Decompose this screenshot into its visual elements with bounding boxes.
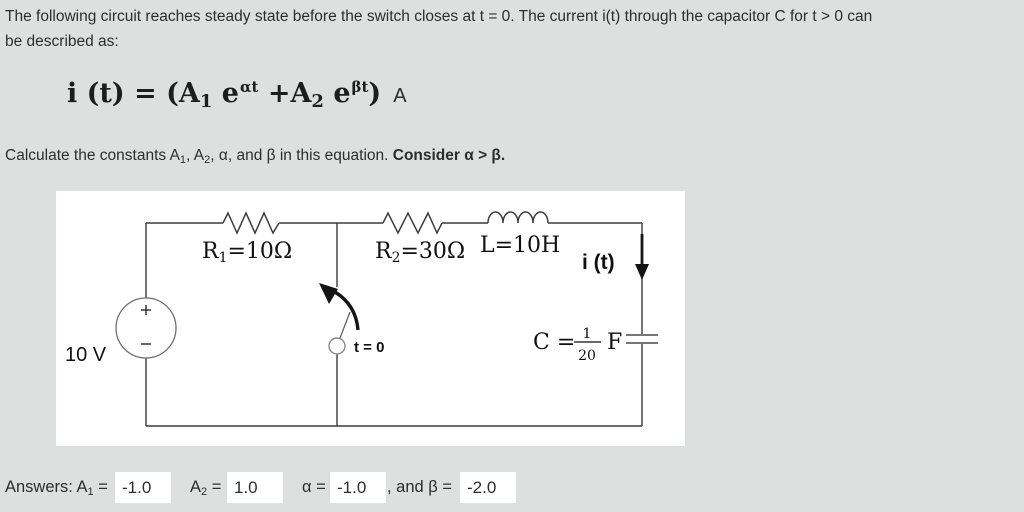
circuit-diagram bbox=[56, 191, 685, 446]
instruction-part2: , A bbox=[186, 147, 205, 164]
source-voltage-label: 10 V bbox=[65, 344, 107, 366]
answer-beta-input[interactable]: -2.0 bbox=[460, 472, 516, 503]
equation-e1: e bbox=[212, 78, 239, 109]
circuit-diagram-panel bbox=[56, 191, 685, 446]
capacitor-label-prefix: C = bbox=[533, 330, 576, 355]
capacitor-fraction-numerator: 1 bbox=[582, 326, 592, 342]
equation-close: ) bbox=[368, 78, 382, 109]
capacitor-plates bbox=[626, 335, 658, 343]
capacitor-label-suffix: F bbox=[607, 330, 623, 355]
answer-a1-input[interactable]: -1.0 bbox=[115, 472, 171, 503]
answer-alpha-input[interactable]: -1.0 bbox=[330, 472, 386, 503]
answer-beta-label: , and β = bbox=[387, 478, 457, 496]
equation-unit-amperes: A bbox=[393, 85, 407, 107]
r2-label: R2=30Ω bbox=[375, 239, 466, 266]
instruction-part3: , α, and β in this equation. bbox=[210, 147, 393, 164]
answer-a2-input[interactable]: 1.0 bbox=[227, 472, 283, 503]
instruction-consider-bold: Consider α > β. bbox=[392, 147, 506, 164]
answer-a2-label: $A_2$ = bbox=[190, 478, 226, 498]
answer-alpha-label: α = bbox=[302, 478, 331, 496]
equation-lhs: i (t) = (A bbox=[67, 78, 200, 109]
r1-label: R1=10Ω bbox=[202, 239, 293, 266]
switch-arrowhead-icon bbox=[319, 283, 338, 304]
instruction-line bbox=[5, 147, 505, 166]
resistor-r1 bbox=[223, 213, 279, 233]
switch-contact-circle bbox=[329, 338, 345, 354]
equation-sup-beta-t: βt bbox=[351, 78, 369, 96]
capacitor-fraction-denominator: 20 bbox=[578, 348, 596, 364]
problem-statement bbox=[5, 4, 872, 54]
inductor-coil bbox=[488, 212, 548, 223]
switch-closing-arc bbox=[335, 292, 358, 330]
instruction-sub1: 1 bbox=[179, 154, 187, 166]
instruction-sub2: 2 bbox=[204, 154, 211, 166]
answers-row bbox=[0, 472, 1024, 503]
equation-sub-2: 2 bbox=[311, 91, 324, 112]
equation-mid: +A bbox=[258, 78, 312, 109]
instruction-part1: Calculate the constants A bbox=[5, 147, 180, 164]
current-equation bbox=[67, 78, 407, 112]
statement-line-2: be described as: bbox=[5, 33, 119, 50]
inductor-label: L=10H bbox=[480, 233, 561, 258]
equation-sup-alpha-t: αt bbox=[239, 78, 259, 96]
current-arrowhead-icon bbox=[635, 264, 649, 280]
equation-sub-1: 1 bbox=[199, 91, 213, 112]
resistor-r2 bbox=[383, 213, 442, 233]
switch-time-label: t = 0 bbox=[354, 339, 385, 356]
equation-e2: e bbox=[323, 78, 351, 109]
switch-arm bbox=[340, 312, 350, 338]
statement-line-1: The following circuit reaches steady state before the switch closes at t = 0. The current i(t) through the capacitor C for t > 0 can bbox=[5, 8, 873, 25]
current-label: i (t) bbox=[582, 251, 615, 274]
answer-a1-label: Answers: $A_1$ = bbox=[5, 478, 113, 498]
